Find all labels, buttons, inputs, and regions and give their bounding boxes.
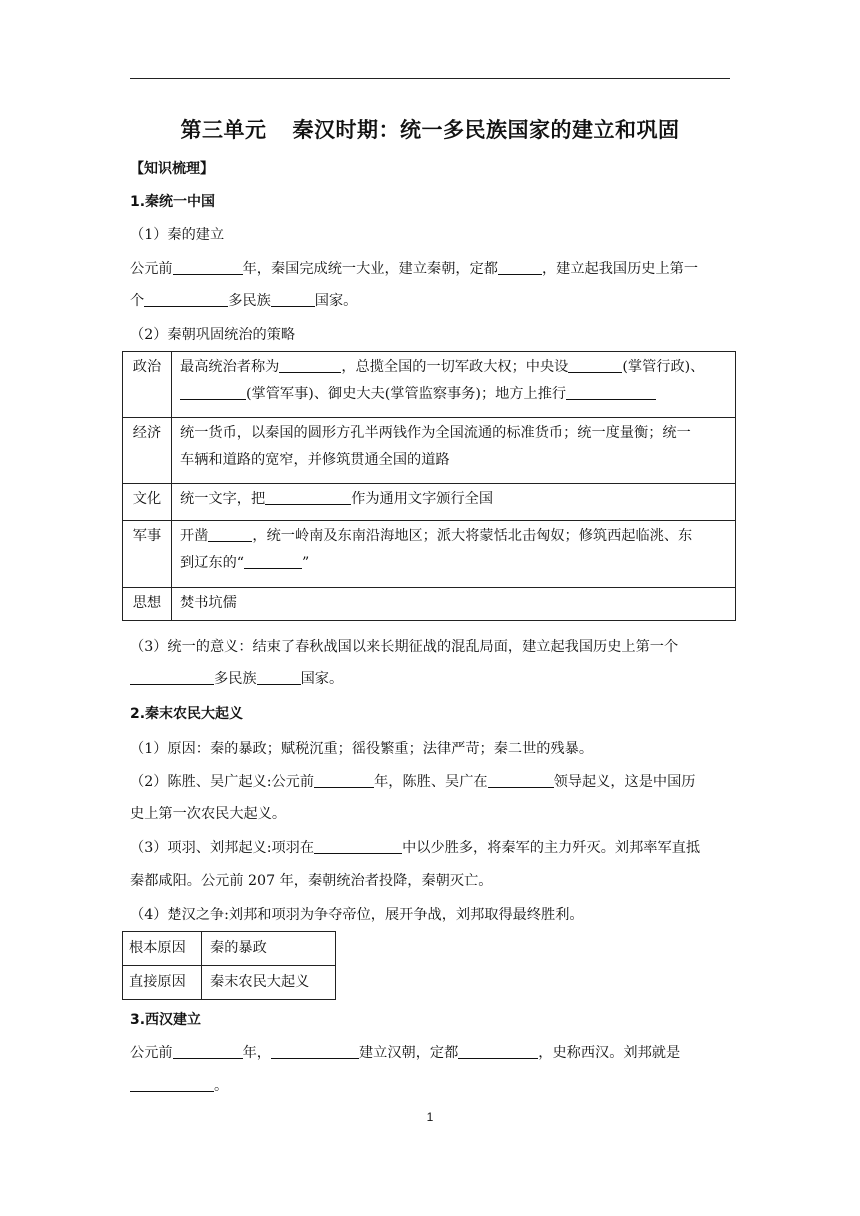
paragraph-chu-han: （4）楚汉之争:刘邦和项羽为争夺帝位，展开争战，刘邦取得最终胜利。 (130, 907, 584, 923)
paragraph-chen-wu-2: 史上第一次农民大起义。 (130, 806, 287, 822)
fill-blank[interactable] (244, 554, 302, 569)
paragraph-unification-significance-2: 多民族 国家。 (130, 670, 730, 688)
row-value: 秦末农民大起义 (210, 974, 310, 990)
heading-western-han: 3.西汉建立 (130, 1012, 202, 1028)
fill-blank[interactable] (271, 292, 315, 307)
paragraph-qin-founding-1: 公元前 年，秦国完成统一大业，建立秦朝，定都 ，建立起我国历史上第一 (130, 261, 699, 277)
paragraph-qin-founding-2: 个 多民族 国家。 (130, 293, 358, 309)
paragraph-uprising-causes: （1）原因：秦的暴政；赋税沉重；徭役繁重；法律严苛；秦二世的残暴。 (130, 741, 594, 757)
fill-blank[interactable] (566, 385, 656, 400)
paragraph-chen-wu-1: （2）陈胜、吴广起义:公元前 年，陈胜、吴广在 领导起义，这是中国历 (130, 774, 696, 790)
table-row (123, 966, 336, 1000)
fill-blank[interactable] (130, 1077, 214, 1092)
paragraph-unification-significance-1: （3）统一的意义：结束了春秋战国以来长期征战的混乱局面，建立起我国历史上第一个 (130, 639, 679, 655)
fill-blank[interactable] (279, 358, 341, 373)
qin-policy-table (122, 351, 736, 621)
fill-blank[interactable] (568, 358, 622, 373)
fill-blank[interactable] (314, 839, 402, 854)
table-row (123, 418, 736, 484)
politics-line-2: (掌管军事)、御史大夫(掌管监察事务)；地方上推行 (180, 385, 727, 403)
paragraph-western-han-2: 。 (130, 1077, 730, 1095)
fill-blank[interactable] (458, 1044, 538, 1059)
fill-blank[interactable] (257, 670, 301, 685)
paragraph-xiang-liu-1: （3）项羽、刘邦起义:项羽在 中以少胜多，将秦军的主力歼灭。刘邦率军直抵 (130, 840, 701, 856)
table-row (123, 932, 336, 966)
sub-heading-qin-policies: （2）秦朝巩固统治的策略 (130, 327, 296, 343)
paragraph-western-han-1: 公元前 年， 建立汉朝，定都 ，史称西汉。刘邦就是 (130, 1045, 681, 1061)
fill-blank[interactable] (208, 527, 252, 542)
row-label: 军事 (132, 528, 162, 544)
fill-blank[interactable] (265, 490, 351, 505)
row-label: 文化 (132, 491, 162, 507)
fill-blank[interactable] (180, 385, 246, 400)
sub-heading-qin-founding: （1）秦的建立 (130, 227, 225, 243)
unit-title: 第三单元 秦汉时期：统一多民族国家的建立和巩固 (180, 118, 680, 142)
fill-blank[interactable] (488, 773, 554, 788)
heading-qin-unification: 1.秦统一中国 (130, 194, 216, 210)
culture-line-1: 统一文字，把 作为通用文字颁行全国 (180, 491, 494, 507)
thought-line-1: 焚书坑儒 (180, 595, 237, 611)
fill-blank[interactable] (498, 260, 542, 275)
fill-blank[interactable] (130, 670, 214, 685)
row-value: 秦的暴政 (210, 940, 267, 956)
header-rule (130, 78, 730, 79)
paragraph-xiang-liu-2: 秦都咸阳。公元前 207 年，秦朝统治者投降，秦朝灭亡。 (130, 873, 493, 889)
table-row (123, 588, 736, 621)
table-row (123, 521, 736, 588)
table-row (123, 352, 736, 418)
heading-peasant-uprising: 2.秦末农民大起义 (130, 706, 244, 722)
row-label: 经济 (132, 425, 162, 441)
row-label: 思想 (132, 595, 162, 611)
fill-blank[interactable] (173, 260, 243, 275)
politics-line-1: 最高统治者称为 ，总揽全国的一切军政大权；中央设 (掌管行政)、 (180, 359, 705, 375)
table-row (123, 484, 736, 521)
fill-blank[interactable] (314, 773, 374, 788)
military-line-2: 到辽东的“ ” (180, 555, 310, 571)
economy-line-2: 车辆和道路的宽窄，并修筑贯通全国的道路 (180, 452, 450, 468)
fill-blank[interactable] (173, 1044, 243, 1059)
section-tag: 【知识梳理】 (130, 161, 214, 177)
page-number: 1 (426, 1110, 434, 1124)
fill-blank[interactable] (144, 292, 228, 307)
fill-blank[interactable] (271, 1044, 359, 1059)
economy-line-1: 统一货币，以秦国的圆形方孔半两钱作为全国流通的标准货币；统一度量衡；统一 (180, 425, 691, 441)
row-label: 政治 (132, 359, 162, 375)
row-label: 根本原因 (129, 940, 186, 956)
military-line-1: 开凿 ，统一岭南及东南沿海地区；派大将蒙恬北击匈奴；修筑西起临洮、东 (180, 528, 693, 544)
uprising-cause-table (122, 931, 336, 1000)
row-label: 直接原因 (129, 974, 186, 990)
